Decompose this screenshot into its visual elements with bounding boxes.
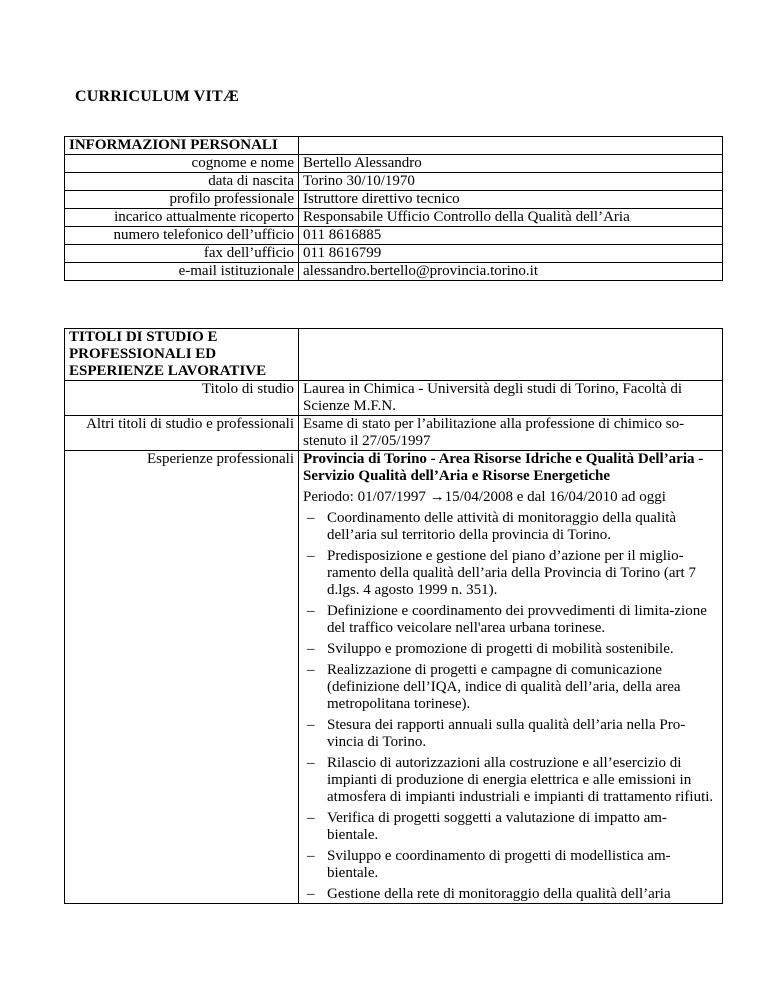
list-item: – Gestione della rete di monitoraggio della qualità dell’aria [303, 886, 718, 903]
employment-period: Periodo: 01/07/1997 →15/04/2008 e dal 16/04/2010 ad oggi [303, 489, 666, 505]
row-label: Titolo di studio [65, 381, 299, 416]
list-item: – Verifica di progetti soggetti a valutazione di impatto am-bientale. [303, 810, 718, 844]
row-value: Bertello Alessandro [299, 155, 723, 173]
row-value: Laurea in Chimica - Università degli studi di Torino, Facoltà di Scienze M.F.N. [299, 381, 723, 416]
row-value: Responsabile Ufficio Controllo della Qualità dell’Aria [299, 209, 723, 227]
list-item: – Stesura dei rapporti annuali sulla qualità dell’aria nella Pro-vincia di Torino. [303, 717, 718, 751]
personal-info-heading-blank [299, 137, 723, 155]
row-label: profilo professionale [65, 191, 299, 209]
table-row [65, 173, 723, 191]
table-row [65, 329, 723, 381]
row-value: 011 8616799 [299, 245, 723, 263]
row-value: Esame di stato per l’abilitazione alla professione di chimico so-stenuto il 27/05/1997 [299, 416, 723, 451]
document-title: CURRICULUM VITÆ [75, 88, 240, 105]
studies-heading [65, 329, 299, 381]
email-value: alessandro.bertello@provincia.torino.it [299, 263, 723, 281]
personal-info-heading: INFORMAZIONI PERSONALI [65, 137, 299, 155]
row-label: Altri titoli di studio e professionali [65, 416, 299, 451]
table-row [65, 416, 723, 451]
row-value: Istruttore direttivo tecnico [299, 191, 723, 209]
duties-list [303, 510, 718, 903]
table-row [65, 191, 723, 209]
table-row [65, 245, 723, 263]
row-label: numero telefonico dell’ufficio [65, 227, 299, 245]
studies-heading-blank [299, 329, 723, 381]
list-item: – Predisposizione e gestione del piano d’azione per il miglio-ramento della qualità dell’aria della Provincia di Torino (art 7 d.lgs. 4 agosto 1999 n. 351). [303, 548, 718, 599]
table-row [65, 209, 723, 227]
list-item: – Sviluppo e coordinamento di progetti di modellistica am-bientale. [303, 848, 718, 882]
studies-heading-line: ESPERIENZE LAVORATIVE [69, 363, 267, 379]
row-label: incarico attualmente ricoperto [65, 209, 299, 227]
list-item: – Definizione e coordinamento dei provvedimenti di limita-zione del traffico veicolare nell'area urbana torinese. [303, 603, 718, 637]
row-label: data di nascita [65, 173, 299, 191]
row-label: e-mail istituzionale [65, 263, 299, 281]
list-item: – Coordinamento delle attività di monitoraggio della qualità dell’aria sul territorio della provincia di Torino. [303, 510, 718, 544]
experience-cell [299, 451, 723, 904]
row-value: Torino 30/10/1970 [299, 173, 723, 191]
studies-heading-line: PROFESSIONALI ED [69, 346, 217, 362]
employer-name: Provincia di Torino - Area Risorse Idriche e Qualità Dell’aria - Servizio Qualità dell’Aria e Risorse Energetiche [303, 451, 704, 484]
table-row [65, 451, 723, 904]
table-row [65, 263, 723, 281]
row-label: fax dell’ufficio [65, 245, 299, 263]
list-item: – Realizzazione di progetti e campagne di comunicazione (definizione dell’IQA, indice di qualità dell’aria, della area metropolitana torinese). [303, 662, 718, 713]
studies-heading-line: TITOLI DI STUDIO E [69, 329, 218, 345]
row-label: Esperienze professionali [65, 451, 299, 904]
table-row [65, 137, 723, 155]
list-item: – Sviluppo e promozione di progetti di mobilità sostenibile. [303, 641, 718, 658]
row-value: 011 8616885 [299, 227, 723, 245]
list-item: – Rilascio di autorizzazioni alla costruzione e all’esercizio di impianti di produzione di energia elettrica e alle emissioni in atmosfera di impianti industriali e impianti di trattamento rifiuti. [303, 755, 718, 806]
studies-experience-table [64, 328, 723, 904]
row-label: cognome e nome [65, 155, 299, 173]
personal-info-table [64, 136, 723, 281]
table-row [65, 381, 723, 416]
table-row [65, 227, 723, 245]
table-row [65, 155, 723, 173]
